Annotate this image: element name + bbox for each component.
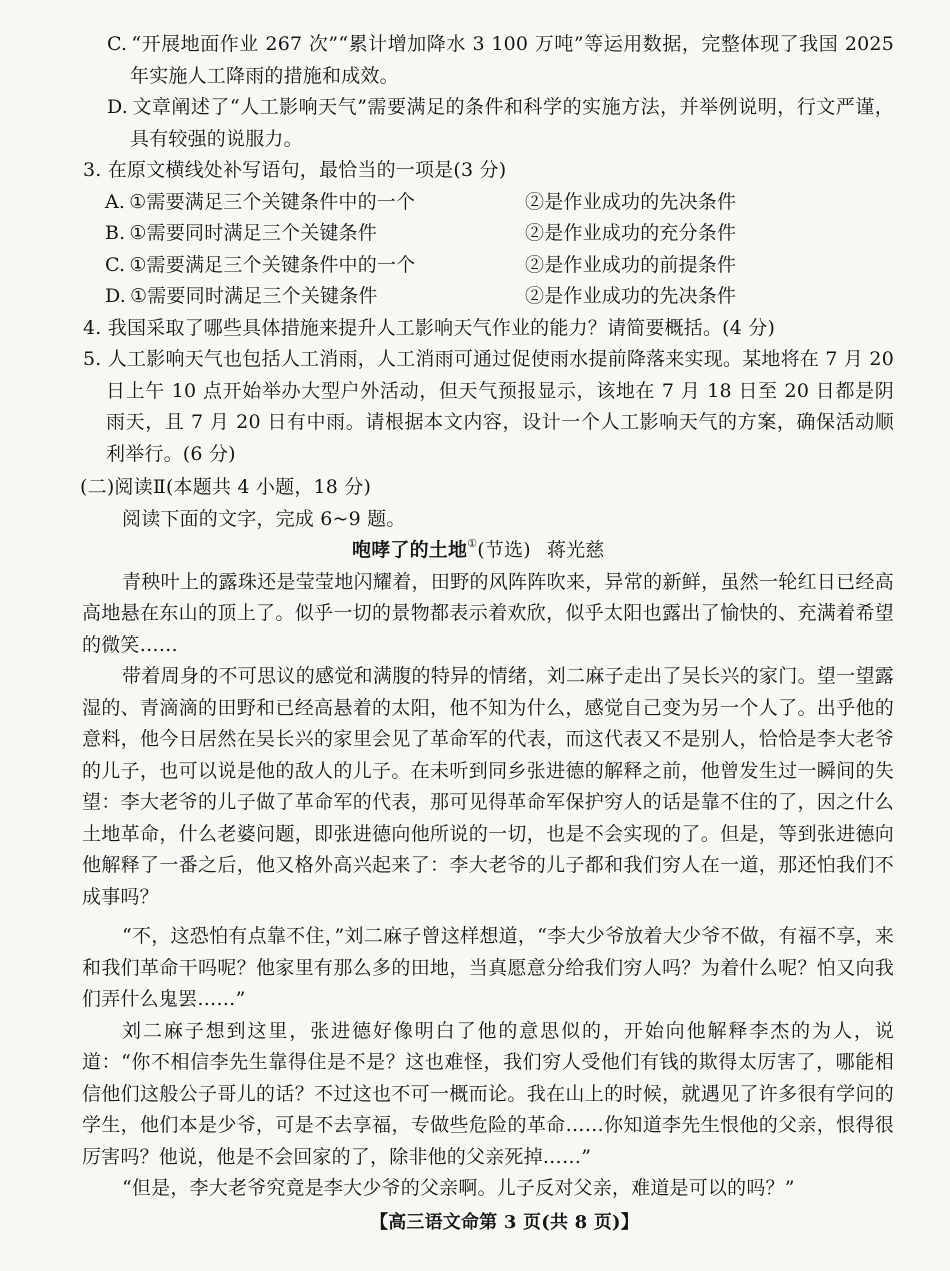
q3-option-b-blank2: ②是作业成功的充分条件 [525, 222, 737, 244]
q3-option-b-label: B. [105, 222, 126, 244]
q2-option-c-text: “开展地面作业 267 次”“累计增加降水 3 100 万吨”等运用数据，完整体现了我国 2025 年实施人工降雨的措施和成效。 [130, 33, 894, 87]
passage-title-text: 咆哮了的土地 [352, 539, 468, 561]
page-footer: 【高三语文命第 3 页(共 8 页)】 [370, 1212, 639, 1233]
q3-stem: 3. 在原文横线处补写语句，最恰当的一项是(3 分) [83, 159, 507, 181]
passage-author: 蒋光慈 [546, 539, 605, 561]
q2-option-d-label: D. [107, 96, 128, 118]
q3-option-c-blank2: ②是作业成功的前提条件 [525, 253, 737, 276]
passage-paragraph-3: “不，这恐怕有点靠不住，”刘二麻子曾这样想道，“李大少爷放着大少爷不做，有福不享，来和我们革命干吗呢？他家里有那么多的田地，当真愿意分给我们穷人吗？为着什么呢？怕又向我们弄什么鬼罢……” [82, 925, 894, 1010]
passage-footnote-mark: ① [467, 537, 478, 550]
q3-options [82, 187, 894, 313]
q5-stem: 5. 人工影响天气也包括人工消雨，人工消雨可通过促使雨水提前降落来实现。某地将在 7 月 20 日上午 10 点开始举办大型户外活动，但天气预报显示，该地在 7 月 18 日至 20 日都是阴雨天，且 7 月 20 日有中雨。请根据本文内容，设计一个人工影响天气的方案，确保活动顺利举行。(6 分) [83, 348, 894, 465]
q4-stem: 4. 我国采取了哪些具体措施来提升人工影响天气作业的能力？请简要概括。(4 分) [83, 316, 776, 339]
passage-paragraph-5: “但是，李大老爷究竟是李大少爷的父亲啊。儿子反对父亲，难道是可以的吗？” [122, 1177, 795, 1199]
q3-option-d [82, 281, 894, 313]
passage-paragraph-2: 带着周身的不可思议的感觉和满腹的特异的情绪，刘二麻子走出了吴长兴的家门。望一望露湿的、青滴滴的田野和已经高悬着的太阳，他不知为什么，感觉自己变为另一个人了。出乎他的意料，他今日居然在吴长兴的家里会见了革命军的代表，而这代表又不是别人，恰恰是李大老爷的儿子，也可以说是他的敌人的儿子。在未听到同乡张进德的解释之前，他曾发生过一瞬间的失望：李大老爷的儿子做了革命军的代表，那可见得革命军保护穷人的话是靠不住的了，因之什么土地革命，什么老婆问题，即张进德向他所说的一切，也是不会实现的了。但是，等到张进德向他解释了一番之后，他又格外高兴起来了：李大老爷的儿子都和我们穷人在一道，那还怕我们不成事吗？ [82, 665, 894, 908]
q3-option-c-label: C. [105, 253, 126, 276]
passage-excerpt-note: (节选) [477, 539, 531, 561]
q2-option-c-label: C. [107, 33, 128, 55]
q3-option-a-blank1-text: ①需要满足三个关键条件中的一个 [129, 190, 416, 213]
q3-option-a-blank2: ②是作业成功的先决条件 [525, 190, 737, 213]
q3-option-c-blank1-text: ①需要满足三个关键条件中的一个 [129, 253, 416, 276]
passage-title [82, 535, 894, 567]
passage-paragraph-1: 青秧叶上的露珠还是莹莹地闪耀着，田野的风阵阵吹来，异常的新鲜，虽然一轮红日已经高高地悬在东山的顶上了。似乎一切的景物都表示着欢欣，似乎太阳也露出了愉快的、充满着希望的微笑…… [82, 570, 894, 656]
q3-option-d-blank1-text: ①需要同时满足三个关键条件 [130, 285, 378, 307]
q3-option-d-label: D. [105, 285, 126, 307]
section-heading: (二)阅读Ⅱ(本题共 4 小题，18 分) [80, 476, 372, 498]
q3-option-b-blank1 [105, 218, 377, 250]
q3-option-a [82, 187, 894, 219]
q3-option-b [82, 218, 894, 250]
q3-option-a-blank1 [105, 187, 415, 219]
q2-option-d-text: 文章阐述了“人工影响天气”需要满足的条件和科学的实施方法，并举例说明，行文严谨，具有较强的说服力。 [130, 96, 894, 150]
q2-option-d [82, 92, 894, 155]
section-instruction: 阅读下面的文字，完成 6~9 题。 [122, 507, 406, 530]
q3-option-c-blank1 [105, 250, 415, 282]
q3-option-d-blank2: ②是作业成功的先决条件 [525, 285, 737, 307]
q3-option-a-label: A. [105, 190, 126, 213]
page-content [82, 29, 894, 1205]
passage-paragraph-4: 刘二麻子想到这里，张进德好像明白了他的意思似的，开始向他解释李杰的为人，说道：“你不相信李先生靠得住是不是？这也难怪，我们穷人受他们有钱的欺得太厉害了，哪能相信他们这般公子哥儿的话？不过这也不可一概而论。我在山上的时候，就遇见了许多很有学问的学生，他们本是少爷，可是不去享福，专做些危险的革命……你知道李先生恨他的父亲，恨得很厉害吗？他说，他是不会回家的了，除非他的父亲死掉……” [82, 1019, 894, 1168]
q2-option-c [82, 29, 894, 92]
q3-option-c [82, 250, 894, 282]
q3-option-b-blank1-text: ①需要同时满足三个关键条件 [129, 222, 378, 244]
q3-option-d-blank1 [105, 281, 378, 313]
